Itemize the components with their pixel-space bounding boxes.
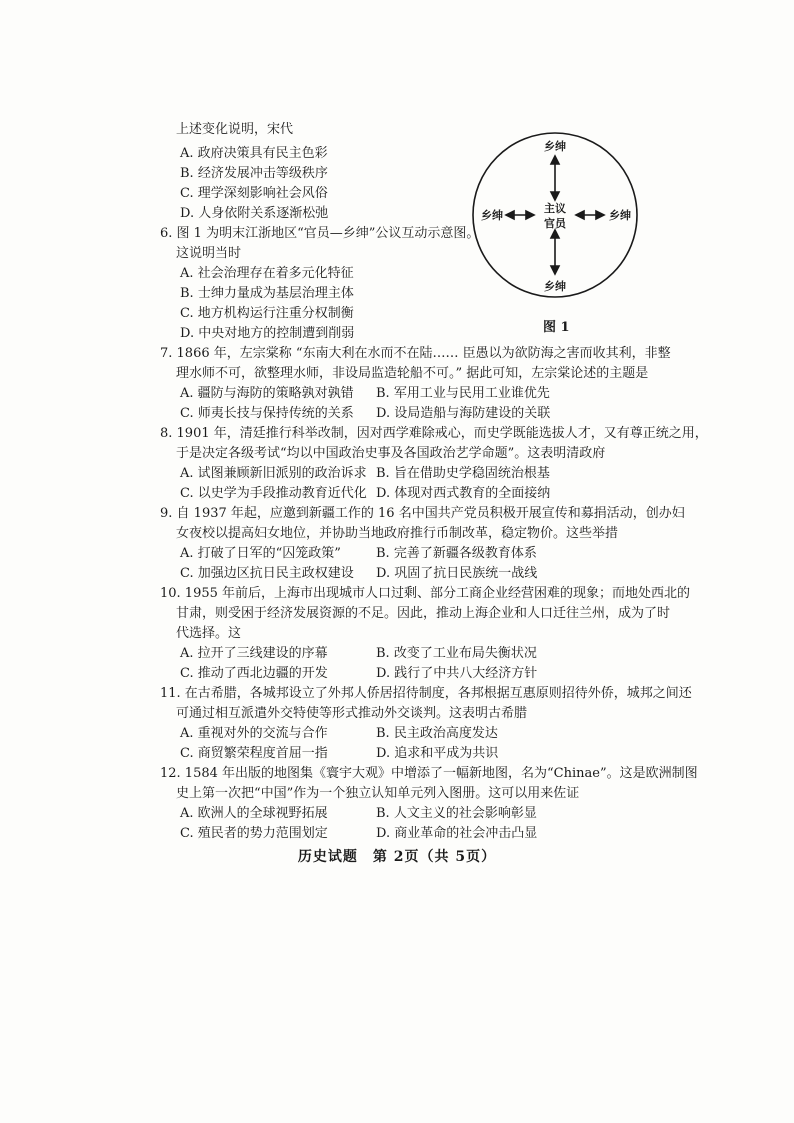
q8-option-d: D. 体现对西式教育的全面接纳: [376, 486, 551, 501]
arrow-right-head-in: [576, 211, 584, 219]
q10-option-c: C. 推动了西北边疆的开发: [180, 666, 328, 681]
q10-stem-line2: 甘肃，则受困于经济发展资源的不足。因此，推动上海企业和人口迁往兰州，成为了时: [176, 606, 671, 621]
q5-stem-tail: 上述变化说明，宋代: [176, 122, 294, 137]
q10-stem-line3: 代选择。这: [176, 626, 242, 641]
q11-option-b: B. 民主政治高度发达: [376, 726, 498, 741]
figure-1-diagram: [470, 130, 640, 300]
q10-option-d: D. 践行了中共八大经济方针: [376, 666, 538, 681]
q7-option-a: A. 疆防与海防的策略孰对孰错: [180, 386, 354, 401]
figure-label-bottom: 乡绅: [544, 280, 566, 293]
figure-label-top: 乡绅: [544, 140, 566, 153]
arrow-top-head-down: [551, 192, 559, 200]
arrow-left-head-out: [506, 211, 514, 219]
q10-stem-line1: 10. 1955 年前后，上海市出现城市人口过剩、部分工商企业经营困难的现象；而地处西北的: [160, 586, 691, 601]
q10-option-a: A. 拉开了三线建设的序幕: [180, 646, 328, 661]
q12-stem-line1: 12. 1584 年出版的地图集《寰宇大观》中增添了一幅新地图，名为“Chinae”。这是欧洲制图: [160, 766, 698, 781]
q6-stem-line2: 这说明当时: [176, 246, 242, 261]
q9-option-c: C. 加强边区抗日民主政权建设: [180, 566, 354, 581]
q7-stem-line2: 理水师不可，欲整理水师，非设局监造轮船不可。” 据此可知，左宗棠论述的主题是: [176, 366, 649, 381]
q11-stem-line2: 可通过相互派遣外交特使等形式推动外交谈判。这表明古希腊: [176, 706, 528, 721]
arrow-left-head-in: [526, 211, 534, 219]
q9-stem-line1: 9. 自 1937 年起，应邀到新疆工作的 16 名中国共产党员积极开展宣传和募捐活动，创办妇: [160, 506, 685, 521]
arrow-bottom-head-down: [551, 266, 559, 274]
q12-option-c: C. 殖民者的势力范围划定: [180, 826, 328, 841]
figure-label-right: 乡绅: [609, 209, 631, 222]
figure-label-center-1: 主议: [544, 202, 566, 215]
q6-option-d: D. 中央对地方的控制遭到削弱: [180, 326, 355, 341]
q7-stem-line1: 7. 1866 年，左宗棠称 “东南大利在水而不在陆…… 臣愚以为欲防海之害而收其利，非整: [160, 346, 671, 361]
q8-option-b: B. 旨在借助史学稳固统治根基: [376, 466, 550, 481]
q11-option-c: C. 商贸繁荣程度首屈一指: [180, 746, 328, 761]
q6-stem-line1: 6. 图 1 为明末江浙地区“官员—乡绅”公议互动示意图。: [160, 226, 480, 241]
q12-option-b: B. 人文主义的社会影响彰显: [376, 806, 537, 821]
q6-option-b: B. 士绅力量成为基层治理主体: [180, 286, 354, 301]
q8-stem-line2: 于是决定各级考试“均以中国政治史事及各国政治艺学命题”。这表明清政府: [176, 446, 606, 461]
arrow-right-head-out: [596, 211, 604, 219]
q10-option-b: B. 改变了工业布局失衡状况: [376, 646, 537, 661]
arrow-top-head-up: [551, 156, 559, 164]
q11-stem-line1: 11. 在古希腊，各城邦设立了外邦人侨居招待制度，各邦根据互惠原则招待外侨，城邦之间还: [160, 686, 692, 701]
figure-label-center-2: 官员: [544, 217, 566, 230]
q8-option-c: C. 以史学为手段推动教育近代化: [180, 486, 367, 501]
q5-option-b: B. 经济发展冲击等级秩序: [180, 166, 328, 181]
q9-stem-line2: 女夜校以提高妇女地位，并协助当地政府推行币制改革，稳定物价。这些举措: [176, 526, 619, 541]
q8-stem-line1: 8. 1901 年，清廷推行科举改制，因对西学难除戒心，而史学既能选拔人才，又有尊正统之用，: [160, 426, 708, 441]
q8-option-a: A. 试图兼顾新旧派别的政治诉求: [180, 466, 367, 481]
q5-option-d: D. 人身依附关系逐渐松弛: [180, 206, 329, 221]
q6-option-c: C. 地方机构运行注重分权制衡: [180, 306, 354, 321]
page-footer: 历史试题 第 2页（共 5页）: [297, 849, 497, 865]
q11-option-d: D. 追求和平成为共识: [376, 746, 499, 761]
q7-option-c: C. 师夷长技与保持传统的关系: [180, 406, 354, 421]
q11-option-a: A. 重视对外的交流与合作: [180, 726, 328, 741]
figure-label-left: 乡绅: [481, 209, 503, 222]
q5-option-a: A. 政府决策具有民主色彩: [180, 146, 328, 161]
q12-option-a: A. 欧洲人的全球视野拓展: [180, 806, 328, 821]
q6-option-a: A. 社会治理存在着多元化特征: [180, 266, 354, 281]
figure-1-caption: 图 1: [543, 320, 570, 335]
arrow-bottom-head-up: [551, 230, 559, 238]
q12-stem-line2: 史上第一次把“中国”作为一个独立认知单元列入图册。这可以用来佐证: [176, 786, 580, 801]
q9-option-a: A. 打破了日军的“囚笼政策”: [180, 546, 341, 561]
q7-option-b: B. 军用工业与民用工业谁优先: [376, 386, 550, 401]
q9-option-b: B. 完善了新疆各级教育体系: [376, 546, 537, 561]
q9-option-d: D. 巩固了抗日民族统一战线: [376, 566, 538, 581]
q5-option-c: C. 理学深刻影响社会风俗: [180, 186, 328, 201]
q12-option-d: D. 商业革命的社会冲击凸显: [376, 826, 538, 841]
q7-option-d: D. 设局造船与海防建设的关联: [376, 406, 551, 421]
